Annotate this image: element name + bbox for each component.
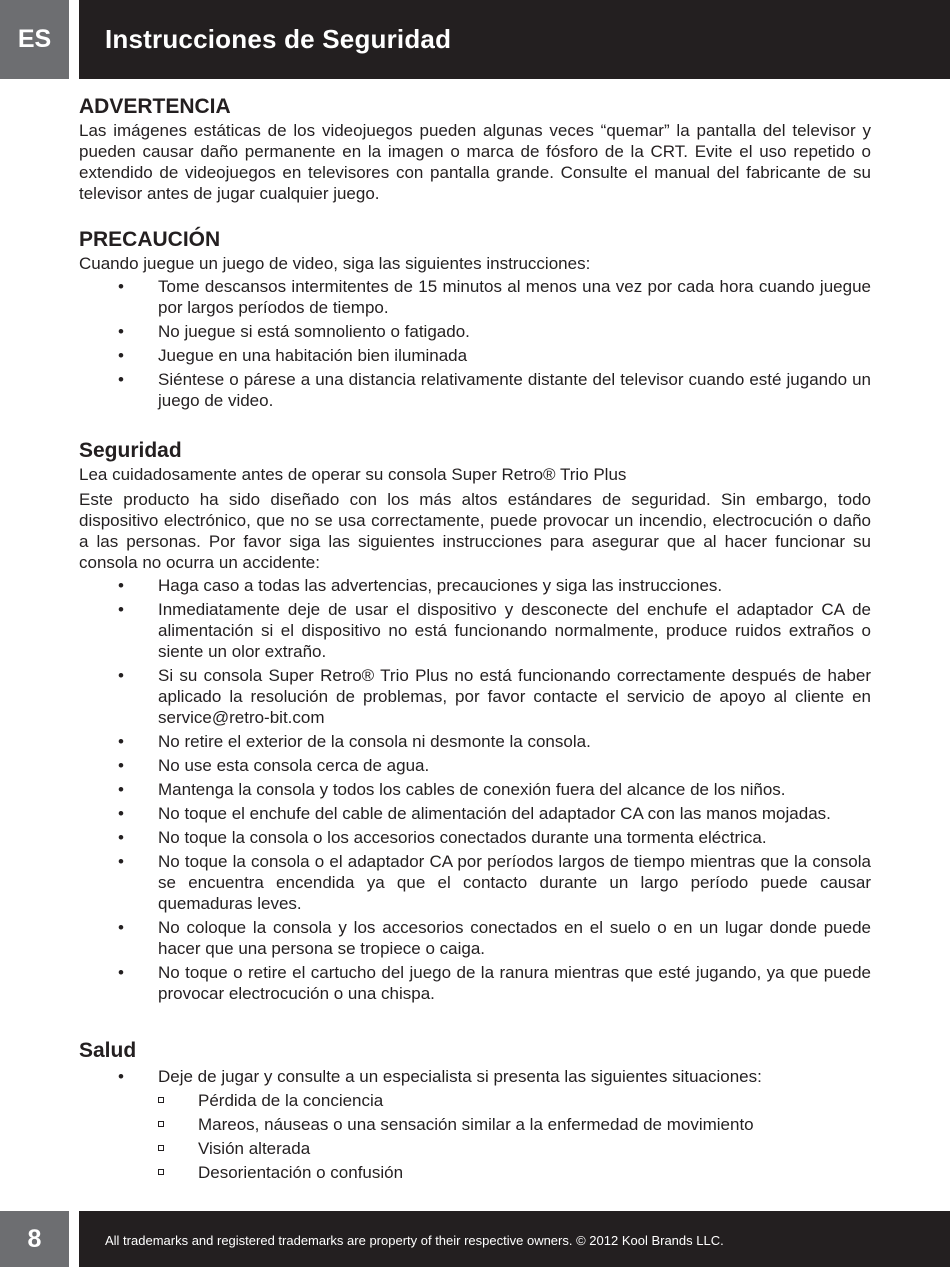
list-item: • Deje de jugar y consulte a un especialista si presenta las siguientes situaciones: (118, 1067, 762, 1086)
advertencia-text: Las imágenes estáticas de los videojuegos pueden algunas veces “quemar” la pantalla del televisor y pueden causar daño permanente en la imagen o marca de fósforo de la CRT. Evite el uso repetido o extendido de videojuegos en televisores con pantalla grande. Consulte el manual del fabricante de su televisor antes de jugar cualquier juego. (79, 121, 871, 203)
square-bullet-icon (158, 1097, 164, 1103)
precaucion-list (79, 276, 871, 411)
list-item: Pérdida de la conciencia (79, 1090, 871, 1111)
bullet-icon: • (118, 600, 124, 619)
bullet-icon: • (118, 756, 124, 775)
list-item: • Juegue en una habitación bien iluminada (118, 346, 468, 365)
list-item: • No retire el exterior de la consola ni desmonte la consola. (118, 732, 591, 751)
list-item: • Haga caso a todas las advertencias, precauciones y siga las instrucciones. (118, 576, 723, 595)
bullet-icon: • (118, 828, 124, 847)
list-item: Mareos, náuseas o una sensación similar a la enfermedad de movimiento (79, 1114, 871, 1135)
seguridad-heading: Seguridad (79, 439, 182, 462)
square-bullet-icon (158, 1169, 164, 1175)
square-bullet-icon (158, 1121, 164, 1127)
square-bullet-icon (158, 1145, 164, 1151)
bullet-icon: • (118, 277, 124, 296)
salud-list (79, 1066, 871, 1087)
seguridad-text: Este producto ha sido diseñado con los más altos estándares de seguridad. Sin embargo, todo dispositivo electrónico, que no se usa correctamente, puede provocar un incendio, electrocución o daño a las personas. Por favor siga las siguientes instrucciones para asegurar que al hacer funcionar su consola no ocurra un accidente: (79, 490, 871, 572)
language-tab: ES (0, 0, 69, 79)
bullet-icon: • (118, 804, 124, 823)
bullet-icon: • (118, 963, 124, 982)
seguridad-list (79, 575, 871, 1004)
bullet-icon: • (118, 732, 124, 751)
list-item: • No toque o retire el cartucho del juego de la ranura mientras que esté jugando, ya que puede provocar electrocución o una chispa. (118, 963, 871, 1003)
section-precaucion (79, 227, 871, 411)
salud-heading: Salud (79, 1039, 137, 1062)
section-seguridad (79, 438, 871, 1004)
list-item: • Inmediatamente deje de usar el dispositivo y desconecte del enchufe el adaptador CA de alimentación si el dispositivo no está funcionando normalmente, produce ruidos extraños o siente un olor extraño. (118, 600, 871, 661)
bullet-icon: • (118, 666, 124, 685)
section-advertencia (79, 94, 871, 204)
section-salud (79, 1038, 871, 1183)
footer-text: All trademarks and registered trademarks are property of their respective owners. © 2012 Kool Brands LLC. (79, 1211, 950, 1267)
list-item: • Mantenga la consola y todos los cables de conexión fuera del alcance de los niños. (118, 780, 786, 799)
list-item: Desorientación o confusión (79, 1162, 871, 1183)
list-item: • Si su consola Super Retro® Trio Plus no está funcionando correctamente después de haber aplicado la resolución de problemas, por favor contacte el servicio de apoyo al cliente en service@retro-bit.com (118, 666, 871, 727)
list-item: • No toque el enchufe del cable de alimentación del adaptador CA con las manos mojadas. (118, 804, 831, 823)
list-item: • Siéntese o párese a una distancia relativamente distante del televisor cuando esté jugando un juego de video. (118, 370, 871, 410)
bullet-icon: • (118, 346, 124, 365)
list-item: • No juegue si está somnoliento o fatigado. (118, 322, 470, 341)
precaucion-heading: PRECAUCIÓN (79, 228, 221, 251)
salud-sublist (79, 1090, 871, 1183)
precaucion-intro: Cuando juegue un juego de video, siga las siguientes instrucciones: (79, 254, 591, 273)
bullet-icon: • (118, 918, 124, 937)
page-content (79, 94, 871, 1186)
page-number: 8 (0, 1211, 69, 1267)
page-footer (0, 1211, 950, 1267)
list-item: • No use esta consola cerca de agua. (118, 756, 430, 775)
list-item: • No toque la consola o el adaptador CA por períodos largos de tiempo mientras que la consola se encuentra encendida ya que el contacto durante un largo período puede causar quemaduras leves. (118, 852, 871, 913)
bullet-icon: • (118, 852, 124, 871)
seguridad-intro: Lea cuidadosamente antes de operar su consola Super Retro® Trio Plus (79, 465, 627, 484)
list-item: • No coloque la consola y los accesorios conectados en el suelo o en un lugar donde puede hacer que una persona se tropiece o caiga. (118, 918, 871, 958)
list-item: • No toque la consola o los accesorios conectados durante una tormenta eléctrica. (118, 828, 767, 847)
page-header (0, 0, 950, 79)
page-title: Instrucciones de Seguridad (79, 0, 950, 79)
bullet-icon: • (118, 322, 124, 341)
list-item: • Tome descansos intermitentes de 15 minutos al menos una vez por cada hora cuando juegue por largos períodos de tiempo. (118, 277, 871, 317)
bullet-icon: • (118, 370, 124, 389)
advertencia-heading: ADVERTENCIA (79, 95, 231, 118)
bullet-icon: • (118, 780, 124, 799)
bullet-icon: • (118, 1067, 124, 1086)
list-item: Visión alterada (79, 1138, 871, 1159)
bullet-icon: • (118, 576, 124, 595)
